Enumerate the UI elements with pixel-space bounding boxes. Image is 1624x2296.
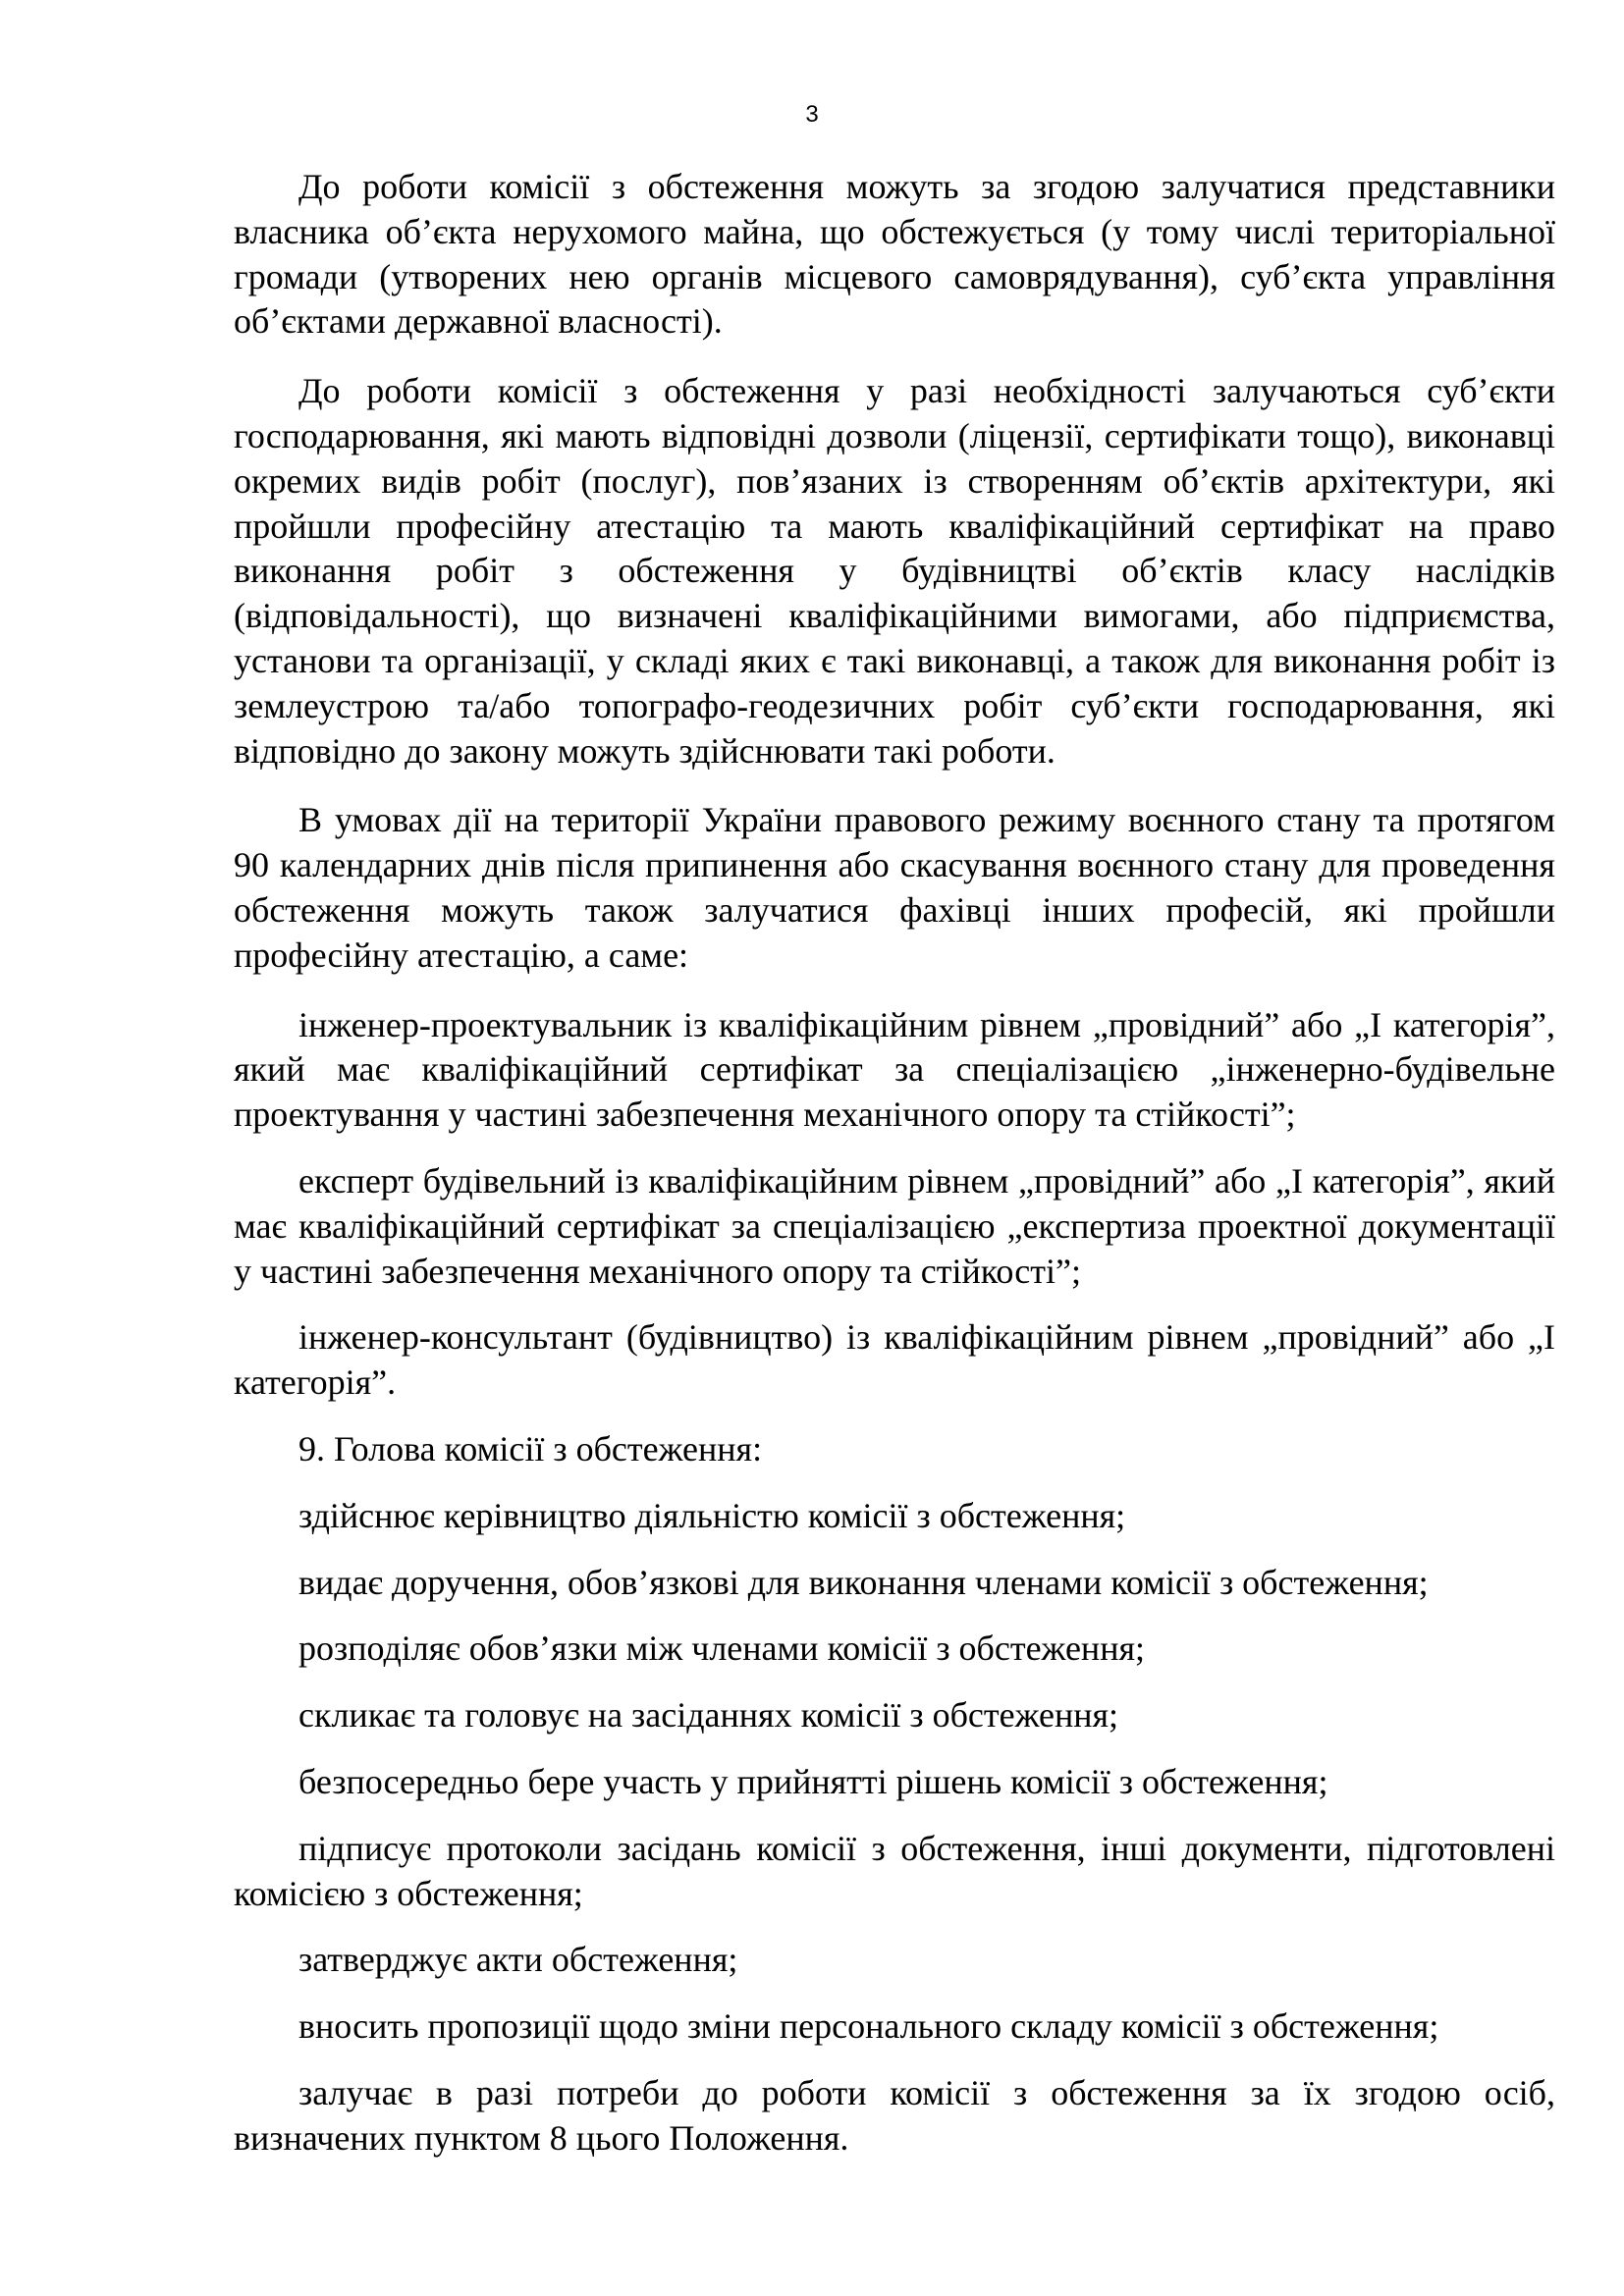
list-item-duty: вносить пропозиції щодо зміни персонального складу комісії з обстеження; <box>298 2006 1439 2047</box>
list-item-duty: розподіляє обов’язки між членами комісії з обстеження; <box>298 1629 1146 1669</box>
list-item-consulting-engineer: інженер-консультант (будівництво) із кваліфікаційним рівнем „провідний” або „І категорія”. <box>234 1317 1555 1403</box>
paragraph-representatives: До роботи комісії з обстеження можуть за згодою залучатися представники власника об’єкта нерухомого майна, що обстежується (у тому числі територіальної громади (утворених нею органів місцевого самоврядування), суб’єкта управління об’єктами державної власності). <box>234 167 1555 342</box>
section-heading-commission-head: 9. Голова комісії з обстеження: <box>298 1428 763 1468</box>
list-item-duty: видає доручення, обов’язкові для виконання членами комісії з обстеження; <box>298 1562 1429 1602</box>
list-item-duty: підписує протоколи засідань комісії з обстеження, інші документи, підготовлені комісією з обстеження; <box>234 1828 1555 1913</box>
page-number: 3 <box>805 101 819 128</box>
list-item-duty: здійснює керівництво діяльністю комісії з обстеження; <box>298 1495 1126 1535</box>
paragraph-business-entities: До роботи комісії з обстеження у разі необхідності залучаються суб’єкти господарювання, які мають відповідні дозволи (ліцензії, сертифікати тощо), виконавці окремих видів робіт (послуг), пов’язаних із створенням об’єктів архітектури, які пройшли професійну атестацію та мають кваліфікаційний сертифікат на право виконання робіт з обстеження у будівництві об’єктів класу наслідків (відповідальності), що визначені кваліфікаційними вимогами, або підприємства, установи та організації, у складі яких є такі виконавці, а також для виконання робіт із землеустрою та/або топографо-геодезичних робіт суб’єкти господарювання, які відповідно до закону можуть здійснювати такі роботи. <box>234 371 1555 771</box>
list-item-duty: скликає та головує на засіданнях комісії з обстеження; <box>298 1695 1119 1735</box>
list-item-duty: залучає в разі потреби до роботи комісії з обстеження за їх згодою осіб, визначених пунктом 8 цього Положення. <box>234 2072 1555 2158</box>
list-item-design-engineer: інженер-проектувальник із кваліфікаційним рівнем „провідний” або „І категорія”, який має кваліфікаційний сертифікат за спеціалізацією „інженерно-будівельне проектування у частині забезпечення механічного опору та стійкості”; <box>234 1004 1555 1135</box>
list-item-building-expert: експерт будівельний із кваліфікаційним рівнем „провідний” або „І категорія”, який має кваліфікаційний сертифікат за спеціалізацією „експертиза проектної документації у частині забезпечення механічного опору та стійкості”; <box>234 1160 1555 1291</box>
list-item-duty: безпосередньо бере участь у прийнятті рішень комісії з обстеження; <box>298 1761 1328 1801</box>
paragraph-martial-law: В умовах дії на території України правового режиму воєнного стану та протягом 90 календарних днів після припинення або скасування воєнного стану для проведення обстеження можуть також залучатися фахівці інших професій, які пройшли професійну атестацію, а саме: <box>234 800 1555 975</box>
list-item-duty: затверджує акти обстеження; <box>298 1940 738 1980</box>
document-body <box>234 165 1555 2182</box>
